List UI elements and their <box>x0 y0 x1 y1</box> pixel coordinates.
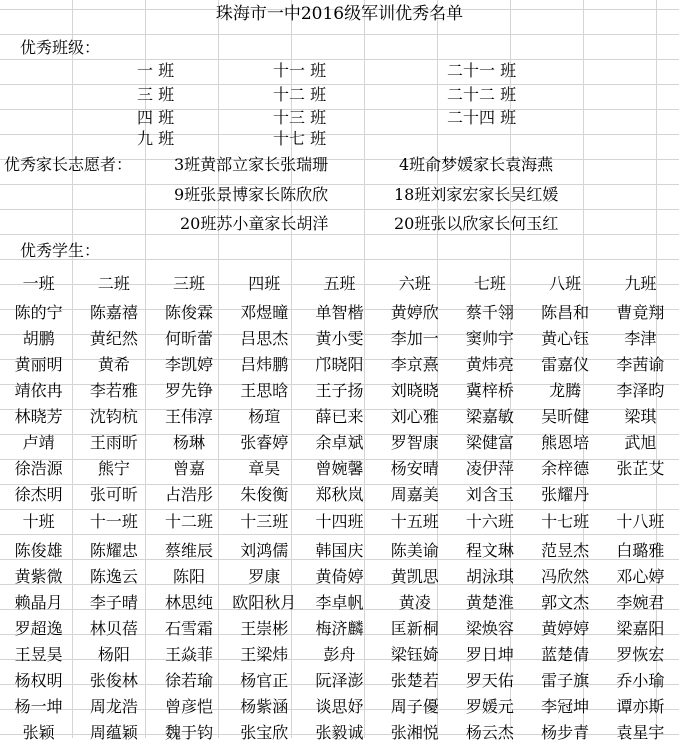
student-name-cell: 薛已来 <box>315 406 364 426</box>
student-name-cell: 陈嘉禧 <box>89 302 138 322</box>
student-name-cell: 王伟淳 <box>165 406 214 426</box>
student-name-cell: 何昕蕾 <box>165 328 214 348</box>
student-name-cell: 黄希 <box>97 354 130 374</box>
student-name-cell: 黄丽明 <box>14 354 63 374</box>
student-name-cell: 梁钰婍 <box>390 644 439 664</box>
volunteer-item: 4班俞梦媛家长袁海燕 <box>399 155 554 174</box>
student-name-cell: 陈俊雄 <box>14 540 63 560</box>
student-name-cell: 周嘉美 <box>390 484 439 504</box>
student-name-cell: 程文琳 <box>465 540 514 560</box>
student-name-cell: 徐浩源 <box>14 458 63 478</box>
class-item: 十二 班 <box>273 85 327 104</box>
student-name-cell: 李凯婷 <box>165 354 214 374</box>
student-name-cell: 乔小瑜 <box>616 670 665 690</box>
student-name-cell: 余梓德 <box>541 458 590 478</box>
student-name-cell: 林贝蓓 <box>89 618 138 638</box>
student-name-cell: 雷子旗 <box>541 670 590 690</box>
student-name-cell: 李若雅 <box>89 380 138 400</box>
class-header: 七班 <box>473 273 506 293</box>
class-header: 十一班 <box>89 511 138 531</box>
class-header: 五班 <box>323 273 356 293</box>
student-name-cell: 章昊 <box>248 458 281 478</box>
volunteer-item: 20班张以欣家长何玉红 <box>394 214 559 233</box>
student-name-cell: 黄凌 <box>398 592 431 612</box>
student-name-cell: 梁焕容 <box>465 618 514 638</box>
student-name-cell: 邓煜曈 <box>240 302 289 322</box>
volunteer-item: 9班张景博家长陈欣欣 <box>174 185 329 204</box>
student-name-cell: 陈俊霖 <box>165 302 214 322</box>
student-name-cell: 单智楷 <box>315 302 364 322</box>
student-name-cell: 周龙浩 <box>89 696 138 716</box>
class-header: 八班 <box>549 273 582 293</box>
student-name-cell: 匡新桐 <box>390 618 439 638</box>
student-name-cell: 白璐雅 <box>616 540 665 560</box>
student-name-cell: 曾彦恺 <box>165 696 214 716</box>
student-name-cell: 王子扬 <box>315 380 364 400</box>
student-name-cell: 梁嘉敏 <box>465 406 514 426</box>
student-name-cell: 魏于钧 <box>165 722 214 742</box>
student-name-cell: 袁星宇 <box>616 722 665 742</box>
class-item: 九 班 <box>137 129 175 148</box>
student-name-cell: 罗超逸 <box>14 618 63 638</box>
student-name-cell: 陈耀忠 <box>89 540 138 560</box>
student-name-cell: 朱俊衡 <box>240 484 289 504</box>
student-name-cell: 胡泳琪 <box>465 566 514 586</box>
student-name-cell: 熊恩培 <box>541 432 590 452</box>
student-name-cell: 刘心雅 <box>390 406 439 426</box>
student-name-cell: 杨紫涵 <box>240 696 289 716</box>
student-name-cell: 李加一 <box>390 328 439 348</box>
student-name-cell: 杨步青 <box>541 722 590 742</box>
class-item: 十一 班 <box>273 61 327 80</box>
student-name-cell: 吴昕健 <box>541 406 590 426</box>
student-name-cell: 林晓芳 <box>14 406 63 426</box>
student-name-cell: 曾婉馨 <box>315 458 364 478</box>
student-name-cell: 龙腾 <box>549 380 582 400</box>
student-name-cell: 张可昕 <box>89 484 138 504</box>
student-name-cell: 黄紫微 <box>14 566 63 586</box>
class-header: 二班 <box>97 273 130 293</box>
student-name-cell: 王雨昕 <box>89 432 138 452</box>
student-name-cell: 杨官正 <box>240 670 289 690</box>
student-name-cell: 胡鹏 <box>22 328 55 348</box>
student-name-cell: 张芷艾 <box>616 458 665 478</box>
student-name-cell: 韩国庆 <box>315 540 364 560</box>
student-name-cell: 罗康 <box>248 566 281 586</box>
class-header: 十班 <box>22 511 55 531</box>
class-header: 十五班 <box>390 511 439 531</box>
volunteer-item: 20班苏小童家长胡洋 <box>180 214 329 233</box>
student-name-cell: 陈的宁 <box>14 302 63 322</box>
student-name-cell: 蓝楚倩 <box>541 644 590 664</box>
student-name-cell: 张楚若 <box>390 670 439 690</box>
student-name-cell: 李茜谕 <box>616 354 665 374</box>
group1-table <box>1 298 678 506</box>
student-name-cell: 吕思杰 <box>240 328 289 348</box>
class-header: 四班 <box>248 273 281 293</box>
student-name-cell: 李津 <box>624 328 657 348</box>
student-name-cell: 罗智康 <box>390 432 439 452</box>
student-name-cell: 黄纪然 <box>89 328 138 348</box>
student-name-cell: 邓心婷 <box>616 566 665 586</box>
student-name-cell: 黄炜亮 <box>465 354 514 374</box>
student-name-cell: 谭亦斯 <box>616 696 665 716</box>
student-name-cell: 黄倚婷 <box>315 566 364 586</box>
student-name-cell: 曹竟翔 <box>616 302 665 322</box>
class-header: 十六班 <box>465 511 514 531</box>
student-name-cell: 李冠坤 <box>541 696 590 716</box>
student-name-cell: 冯欣然 <box>541 566 590 586</box>
student-name-cell: 郑秋岚 <box>315 484 364 504</box>
class-header: 十八班 <box>616 511 665 531</box>
student-name-cell: 王崇彬 <box>240 618 289 638</box>
student-name-cell: 梁健富 <box>465 432 514 452</box>
class-header: 十二班 <box>165 511 214 531</box>
student-name-cell: 张俊林 <box>89 670 138 690</box>
group1-header-row <box>1 266 678 298</box>
student-name-cell: 王焱菲 <box>165 644 214 664</box>
student-name-cell: 罗天佑 <box>465 670 514 690</box>
volunteer-item: 18班刘家宏家长吴红媛 <box>394 185 559 204</box>
student-name-cell: 黄婷婷 <box>541 618 590 638</box>
student-name-cell: 蔡千翎 <box>465 302 514 322</box>
student-name-cell: 熊宁 <box>97 458 130 478</box>
student-name-cell: 黄婷欣 <box>390 302 439 322</box>
student-name-cell: 杨权明 <box>14 670 63 690</box>
student-name-cell: 黄心钰 <box>541 328 590 348</box>
class-item: 二十一 班 <box>447 61 517 80</box>
student-name-cell: 陈逸云 <box>89 566 138 586</box>
class-item: 十三 班 <box>273 108 327 127</box>
student-name-cell: 占浩彤 <box>165 484 214 504</box>
student-name-cell: 陈阳 <box>173 566 206 586</box>
class-header: 十七班 <box>541 511 590 531</box>
student-name-cell: 罗恢宏 <box>616 644 665 664</box>
student-name-cell: 李卓帆 <box>315 592 364 612</box>
student-name-cell: 石雪霜 <box>165 618 214 638</box>
student-name-cell: 阮泽澎 <box>315 670 364 690</box>
student-name-cell: 武旭 <box>624 432 657 452</box>
student-name-cell: 周子優 <box>390 696 439 716</box>
class-item: 四 班 <box>137 108 175 127</box>
class-item: 二十四 班 <box>447 108 517 127</box>
class-header: 十四班 <box>315 511 364 531</box>
student-name-cell: 黄楚淮 <box>465 592 514 612</box>
class-item: 一 班 <box>137 61 175 80</box>
volunteer-item: 3班黄部立家长张瑞珊 <box>174 155 329 174</box>
class-header: 九班 <box>624 273 657 293</box>
student-name-cell: 张湘悦 <box>390 722 439 742</box>
class-item: 十七 班 <box>273 129 327 148</box>
student-name-cell: 梅济麟 <box>315 618 364 638</box>
student-name-cell: 刘含玉 <box>465 484 514 504</box>
student-name-cell: 刘晓晓 <box>390 380 439 400</box>
student-name-cell: 范昱杰 <box>541 540 590 560</box>
group2-table <box>1 536 678 744</box>
student-name-cell: 蔡维辰 <box>165 540 214 560</box>
student-name-cell: 杨瑄 <box>248 406 281 426</box>
student-name-cell: 王思晗 <box>240 380 289 400</box>
student-name-cell: 卢靖 <box>22 432 55 452</box>
student-name-cell: 冀梓桥 <box>465 380 514 400</box>
student-name-cell: 陈美谕 <box>390 540 439 560</box>
student-name-cell: 张毅诚 <box>315 722 364 742</box>
student-name-cell: 罗先铮 <box>165 380 214 400</box>
student-name-cell: 靖依冉 <box>14 380 63 400</box>
student-name-cell: 周蕴颖 <box>89 722 138 742</box>
student-name-cell <box>603 480 678 506</box>
group2-header-row <box>1 504 678 536</box>
student-name-cell: 刘鸿儒 <box>240 540 289 560</box>
student-name-cell: 张颖 <box>22 722 55 742</box>
student-name-cell: 张宝欣 <box>240 722 289 742</box>
student-name-cell: 窦帅宇 <box>465 328 514 348</box>
student-name-cell: 王梁炜 <box>240 644 289 664</box>
student-name-cell: 徐杰明 <box>14 484 63 504</box>
student-name-cell: 罗媛元 <box>465 696 514 716</box>
class-header: 一班 <box>22 273 55 293</box>
student-name-cell: 杨阳 <box>97 644 130 664</box>
student-name-cell: 杨安晴 <box>390 458 439 478</box>
student-name-cell: 余卓斌 <box>315 432 364 452</box>
class-header: 三班 <box>173 273 206 293</box>
student-name-cell: 杨一坤 <box>14 696 63 716</box>
volunteers-label: 优秀家长志愿者： <box>4 155 133 174</box>
student-name-cell: 王昱昊 <box>14 644 63 664</box>
student-name-cell: 李子晴 <box>89 592 138 612</box>
student-name-cell: 张耀丹 <box>541 484 590 504</box>
student-name-cell: 李京熹 <box>390 354 439 374</box>
student-name-cell: 梁嘉阳 <box>616 618 665 638</box>
student-name-cell: 沈钧杭 <box>89 406 138 426</box>
student-name-cell: 李婉君 <box>616 592 665 612</box>
excellent-classes-label: 优秀班级： <box>20 38 101 57</box>
class-header: 六班 <box>398 273 431 293</box>
student-name-cell: 吕炜鹏 <box>240 354 289 374</box>
student-name-cell: 罗日坤 <box>465 644 514 664</box>
student-name-cell: 曾嘉 <box>173 458 206 478</box>
student-name-cell: 雷嘉仪 <box>541 354 590 374</box>
student-name-cell: 林思纯 <box>165 592 214 612</box>
student-name-cell: 郭文杰 <box>541 592 590 612</box>
student-name-cell: 张睿婷 <box>240 432 289 452</box>
student-name-cell: 杨琳 <box>173 432 206 452</box>
page-title: 珠海市一中2016级军训优秀名单 <box>215 4 464 24</box>
student-name-cell: 赖晶月 <box>14 592 63 612</box>
student-name-cell: 黄凯思 <box>390 566 439 586</box>
student-name-cell: 黄小雯 <box>315 328 364 348</box>
class-item: 三 班 <box>137 85 175 104</box>
student-name-cell: 梁琪 <box>624 406 657 426</box>
student-name-cell: 邝晓阳 <box>315 354 364 374</box>
student-name-cell: 李泽昀 <box>616 380 665 400</box>
student-name-cell: 欧阳秋月 <box>232 592 297 612</box>
student-name-cell: 杨云杰 <box>465 722 514 742</box>
student-name-cell: 彭舟 <box>323 644 356 664</box>
student-name-cell: 陈昌和 <box>541 302 590 322</box>
students-label: 优秀学生： <box>20 241 101 260</box>
student-name-cell: 徐若瑜 <box>165 670 214 690</box>
class-item: 二十二 班 <box>447 85 517 104</box>
class-header: 十三班 <box>240 511 289 531</box>
student-name-cell: 谈思妤 <box>315 696 364 716</box>
student-name-cell: 凌伊萍 <box>465 458 514 478</box>
